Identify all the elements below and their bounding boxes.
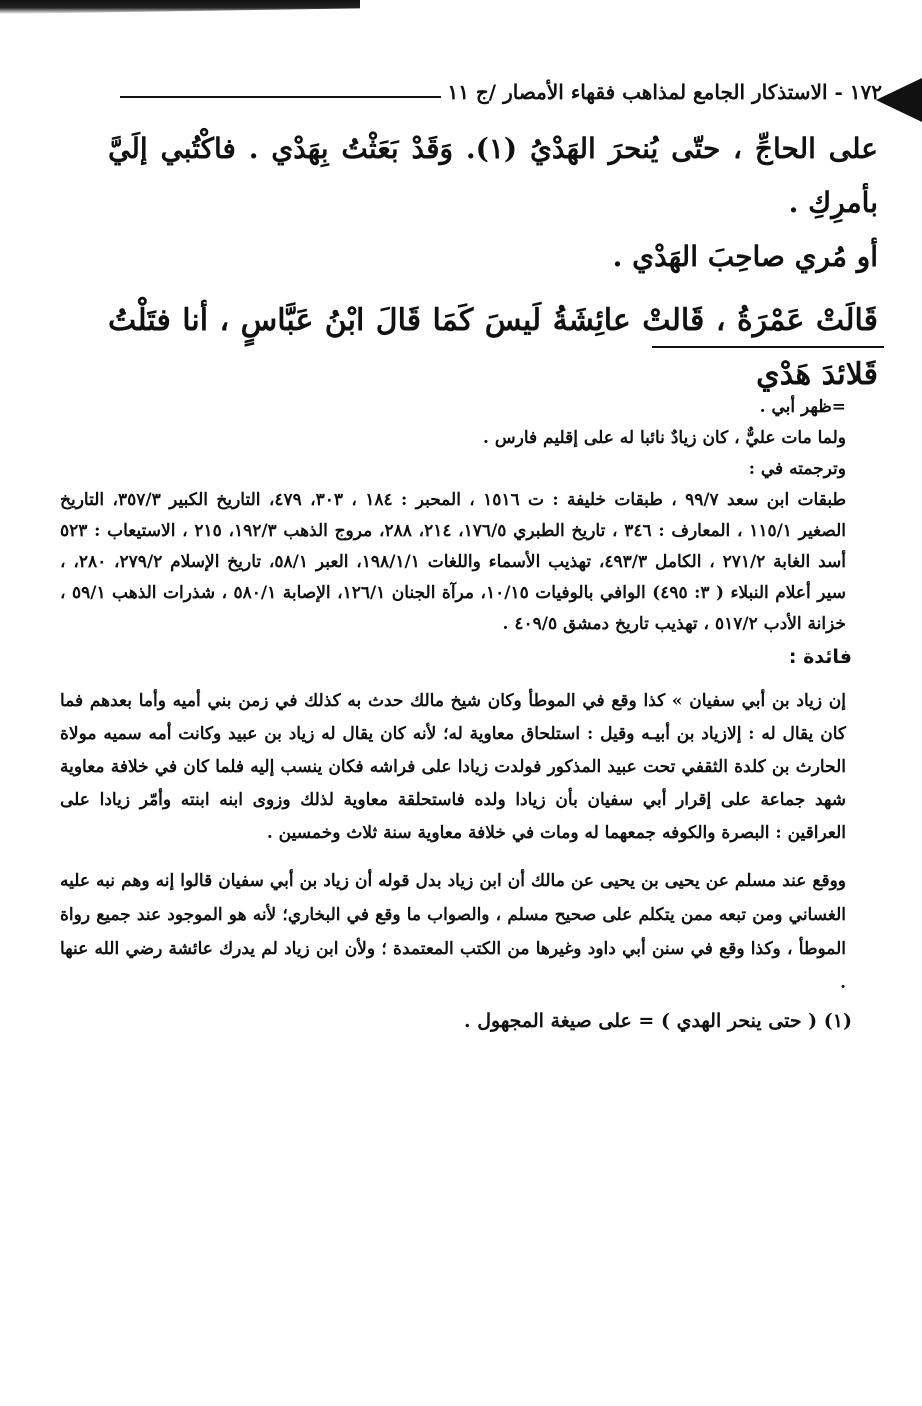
scan-edge-shadow bbox=[0, 0, 360, 14]
main-line: أو مُري صاحِبَ الهَدْي . bbox=[612, 240, 878, 273]
footnote-line: وترجمته في : bbox=[748, 459, 846, 479]
hadith-verse: قَالَتْ عَمْرَةُ ، قَالتْ عائِشَةُ لَيسَ كَمَا قَالَ ابْنُ عَبَّاسٍ ، أنا فتَلْتُ قَلائدَ هَدْي bbox=[108, 303, 878, 392]
scan-corner-mark bbox=[876, 78, 922, 122]
page-header-title: ١٧٢ - الاستذكار الجامع لمذاهب فقهاء الأمصار /ج ١١ bbox=[447, 80, 882, 104]
footnote-line: ولما مات عليٌّ ، كان زيادٌ نائبا له على إقليم فارس . bbox=[483, 428, 846, 448]
footnote-1: (١) ( حتى ينحر الهدي ) = على صيغة المجهول . bbox=[463, 1010, 852, 1032]
benefit-heading: فائدة : bbox=[788, 646, 852, 668]
footnote-divider bbox=[652, 346, 884, 348]
footnotes-section bbox=[60, 392, 852, 1037]
biography-references: طبقات ابن سعد ٩٩/٧ ، طبقات خليفة : ت ١٥١٦ ، المحبر : ١٨٤ ، ٣٠٣، ٤٧٩، التاريخ الكبير ٣٥٧/٣، التاريخ الصغير ١١٥/١ ، المعارف : ٣٤٦ ، تاريخ الطبري ١٧٦/٥، ٢١٤، ٢٨٨، مروج الذهب ١٩٢/٣، ٢١٥ ، الاستيعاب : ٥٢٣ أسد الغابة ٢٧١/٢ ، الكامل ٤٩٣/٣، تهذيب الأسماء واللغات ١٩٨/١/١، العبر ٥٨/١، تاريخ الإسلام ٢٧٩/٢، ٢٨٠، ، سير أعلام النبلاء ( ٣: ٤٩٥) الوافي بالوفيات ١٠/١٥، مرآة الجنان ١٢٦/١، الإصابة ٥٨٠/١ ، شذرات الذهب ٥٩/١ ، خزانة الأدب ٥١٧/٢ ، تهذيب تاريخ دمشق ٤٠٩/٥ . bbox=[60, 490, 847, 634]
running-header bbox=[120, 74, 882, 110]
benefit-paragraph-2: ووقع عند مسلم عن يحيى بن يحيى عن مالك أن ابن زياد بدل قوله أن زياد بن أبي سفيان قالوا إنه وهم نبه عليه الغساني ومن تبعه ممن يتكلم على صحيح مسلم ، والصواب ما وقع في البخاري؛ لأنه هو الموجود عند جميع رواة الموطأ ، وكذا وقع في سنن أبي داود وغيرها من الكتب المعتمدة ؛ ولأن ابن زياد لم يدرك عائشة رضي الله عنها . bbox=[60, 871, 846, 993]
main-line: على الحاجِّ ، حتّى يُنحرَ الهَدْيُ (١). وَقَدْ بَعَثْتُ بِهَدْي . فاكْتُبي إلَيَّ بأمرِكِ . bbox=[108, 132, 878, 219]
benefit-paragraph: إن زياد بن أبي سفيان » كذا وقع في الموطأ وكان شيخ مالك حدث به كذلك في زمن بني أميه وأما بعدهم فما كان يقال له : إلازياد بن أبيـه وقيل : استلحاق معاوية له؛ لأنه كان يقال له زياد بن عبيد وكانت أمه سميه مولاة الحارث بن كلدة الثقفي تحت عبيد المذكور فولدت زيادا على فراشه فكان ينسب إليه فلما كان في خلافة معاوية شهد جماعة على إقرار أبي سفيان بأن زيادا ولده فاستحلقة معاوية لذلك وزوى ابنه ابنته وأمّر زيادا على العراقين : البصرة والكوفه جمعهما له ومات في خلافة معاوية سنة ثلاث وخمسين . bbox=[60, 691, 846, 843]
header-rule bbox=[120, 96, 441, 98]
footnote-line: =ظهر أبي . bbox=[759, 397, 846, 417]
main-text bbox=[108, 122, 878, 402]
